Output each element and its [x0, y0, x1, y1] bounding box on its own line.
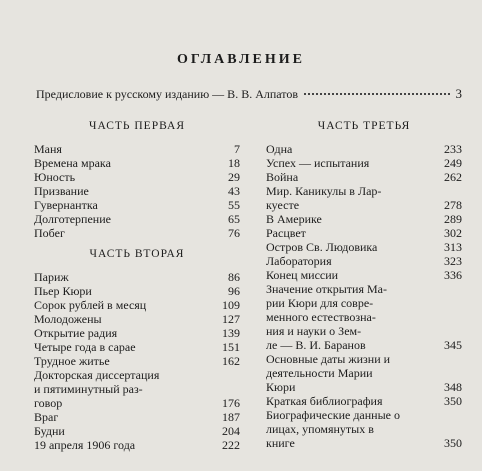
entry-page: 278: [444, 198, 462, 212]
entry-page: 29: [228, 170, 240, 184]
toc-entry: [34, 226, 240, 240]
entry-title: Значение открытия Ма- рии Кюри для совре- менного естествозна- ния и науки о Зем- ле — В. И. Баранов: [266, 282, 387, 352]
entry-page: 350: [444, 394, 462, 408]
toc-entry: [266, 394, 462, 408]
entry-page: 345: [444, 338, 462, 352]
part-one-heading: ЧАСТЬ ПЕРВАЯ: [88, 120, 186, 132]
toc-entry: [34, 156, 240, 170]
toc-entry: [266, 142, 462, 156]
toc-entry: [34, 298, 240, 312]
entry-page: 336: [444, 268, 462, 282]
entry-page: 65: [228, 212, 240, 226]
toc-entry: [266, 212, 462, 226]
toc-entry: [34, 354, 240, 368]
entry-title: Биографические данные о лицах, упомянутых в книге: [266, 408, 400, 450]
entry-page: 18: [228, 156, 240, 170]
entry-title: 19 апреля 1906 года: [34, 438, 136, 452]
part-three-heading: ЧАСТЬ ТРЕТЬЯ: [317, 120, 411, 132]
preface-text: Предисловие к русскому изданию — В. В. Алпатов: [36, 87, 299, 101]
entry-title: Гувернантка: [34, 198, 98, 212]
toc-entry: [34, 184, 240, 198]
toc-entry: [34, 170, 240, 184]
entry-title: Докторская диссертация и пятиминутный раз- говор: [34, 368, 160, 410]
entry-title: Маня: [34, 142, 62, 156]
entry-title: Пьер Кюри: [34, 284, 92, 298]
toc-entry: [34, 326, 240, 340]
entry-title: Будни: [34, 424, 65, 438]
entry-title: Враг: [34, 410, 59, 424]
entry-page: 86: [228, 270, 240, 284]
entry-title: Остров Св. Людовика: [266, 240, 378, 254]
toc-entry: [34, 270, 240, 284]
toc-entry: [34, 284, 240, 298]
toc-entry: [266, 170, 462, 184]
entry-title: Расцвет: [266, 226, 306, 240]
toc-entry: [266, 352, 462, 394]
toc-entry: [34, 410, 240, 424]
entry-title: В Америке: [266, 212, 322, 226]
right-column: [266, 120, 462, 450]
entry-page: 323: [444, 254, 462, 268]
entry-page: 187: [222, 410, 240, 424]
entry-page: 162: [222, 354, 240, 368]
entry-page: 233: [444, 142, 462, 156]
entry-title: Времена мрака: [34, 156, 111, 170]
toc-entry: [34, 212, 240, 226]
toc-entry: [34, 424, 240, 438]
entry-title: Молодожены: [34, 312, 102, 326]
entry-page: 43: [228, 184, 240, 198]
entry-title: Четыре года в сарае: [34, 340, 136, 354]
page-title: ОГЛАВЛЕНИЕ: [177, 52, 305, 67]
dot-leader: [304, 93, 449, 95]
toc-entry: [266, 240, 462, 254]
entry-page: 204: [222, 424, 240, 438]
entry-title: Побег: [34, 226, 65, 240]
part-two-list: [34, 270, 240, 452]
entry-title: Трудное житье: [34, 354, 110, 368]
toc-entry: [266, 282, 462, 352]
entry-page: 313: [444, 240, 462, 254]
entry-title: Париж: [34, 270, 69, 284]
preface-entry: [36, 86, 462, 102]
entry-title: Мир. Каникулы в Лар- куесте: [266, 184, 382, 212]
toc-entry: [34, 198, 240, 212]
part-one-list: [34, 142, 240, 240]
toc-entry: [266, 268, 462, 282]
part-two-heading: ЧАСТЬ ВТОРАЯ: [89, 248, 185, 260]
entry-title: Сорок рублей в месяц: [34, 298, 147, 312]
left-column: [34, 120, 240, 452]
toc-entry: [34, 340, 240, 354]
entry-page: 302: [444, 226, 462, 240]
toc-entry: [266, 226, 462, 240]
toc-entry: [34, 438, 240, 452]
entry-title: Конец миссии: [266, 268, 339, 282]
entry-title: Основные даты жизни и деятельности Марии Кюри: [266, 352, 391, 394]
entry-page: 249: [444, 156, 462, 170]
entry-page: 55: [228, 198, 240, 212]
entry-title: Успех — испытания: [266, 156, 370, 170]
entry-page: 96: [228, 284, 240, 298]
entry-title: Краткая библиография: [266, 394, 383, 408]
entry-page: 350: [444, 436, 462, 450]
entry-page: 151: [222, 340, 240, 354]
entry-title: Юность: [34, 170, 76, 184]
entry-title: Одна: [266, 142, 293, 156]
toc-entry: [266, 408, 462, 450]
entry-title: Лаборатория: [266, 254, 332, 268]
toc-entry: [34, 142, 240, 156]
entry-title: Призвание: [34, 184, 89, 198]
entry-title: Открытие радия: [34, 326, 118, 340]
toc-entry: [34, 368, 240, 410]
toc-entry: [266, 156, 462, 170]
entry-page: 176: [222, 396, 240, 410]
entry-page: 289: [444, 212, 462, 226]
entry-page: 109: [222, 298, 240, 312]
part-three-list: [266, 142, 462, 450]
entry-page: 348: [444, 380, 462, 394]
entry-title: Война: [266, 170, 299, 184]
toc-entry: [34, 312, 240, 326]
entry-page: 222: [222, 438, 240, 452]
entry-page: 139: [222, 326, 240, 340]
toc-entry: [266, 254, 462, 268]
entry-title: Долготерпение: [34, 212, 111, 226]
entry-page: 7: [234, 142, 240, 156]
entry-page: 127: [222, 312, 240, 326]
preface-page: 3: [455, 86, 462, 101]
entry-page: 262: [444, 170, 462, 184]
entry-page: 76: [228, 226, 240, 240]
toc-entry: [266, 184, 462, 212]
